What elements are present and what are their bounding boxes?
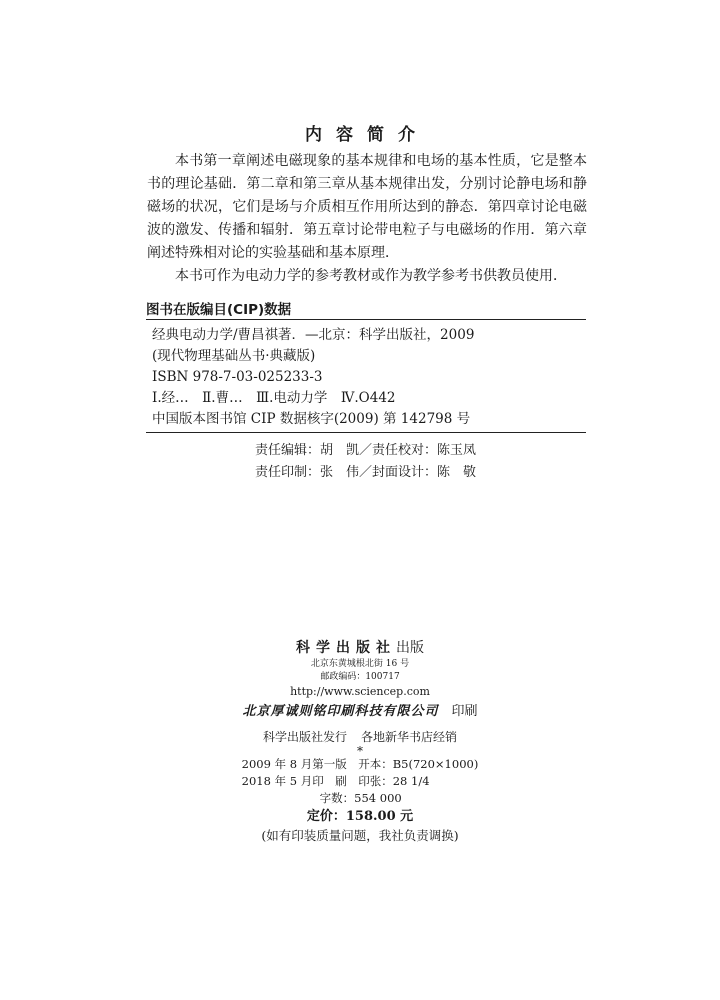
cip-line: Ⅰ.经… Ⅱ.曹… Ⅲ.电动力学 Ⅳ.O442 (152, 390, 396, 406)
word-count: 字数：554 000 (319, 791, 402, 805)
publisher-url: http://www.sciencep.com (290, 685, 430, 698)
publisher-postcode: 邮政编码：100717 (320, 672, 400, 682)
credits (255, 440, 476, 484)
cip-line: 中国版本图书馆 CIP 数据核字(2009) 第 142798 号 (152, 411, 471, 427)
star-mark: * (357, 744, 363, 758)
publisher-line (0, 638, 720, 658)
publisher-address: 北京东黄城根北街 16 号 (310, 659, 410, 669)
cip-heading: 图书在版编目(CIP)数据 (146, 302, 292, 318)
cip-line: (现代物理基础丛书·典藏版) (152, 348, 316, 364)
distributor: 科学出版社发行 (262, 730, 347, 744)
printing-line: 2018 年 5 月印 刷 印张：28 1/4 (241, 774, 430, 788)
cip-top-rule (146, 319, 586, 320)
summary-title: 内容简介 (305, 125, 429, 145)
summary-paragraph: 本书第一章阐述电磁现象的基本规律和电场的基本性质，它是整本书的理论基础．第二章和第三章从基本规律出发，分别讨论静电场和静磁场的状况，它们是场与介质相互作用所达到的静态．第四章讨论电磁波的激发、传播和辐射．第五章讨论带电粒子与电磁场的作用．第六章阐述特殊相对论的实验基础和基本原理． (147, 153, 587, 261)
price: 定价：158.00 元 (306, 809, 414, 824)
imprint (0, 638, 720, 845)
credits-line-design: 责任印制：张 伟／封面设计：陈 敬 (255, 465, 477, 480)
edition-block (242, 756, 479, 807)
printer-line (0, 702, 720, 722)
printer-name: 北京厚诚则铭印刷科技有限公司 (242, 704, 439, 719)
cip-line: ISBN 978-7-03-025233-3 (152, 369, 323, 385)
summary-body (147, 150, 587, 288)
cip-bottom-rule (146, 432, 586, 433)
publisher-suffix: 出版 (396, 640, 424, 656)
printer-suffix: 印刷 (451, 704, 478, 719)
credits-line-editors: 责任编辑：胡 凯／责任校对：陈玉凤 (255, 443, 477, 458)
cip-line: 经典电动力学/曹昌祺著．—北京：科学出版社，2009 (152, 327, 475, 343)
cip-record (152, 325, 474, 430)
edition-line: 2009 年 8 月第一版 开本：B5(720×1000) (241, 757, 479, 771)
summary-paragraph: 本书可作为电动力学的参考教材或作为教学参考书供教员使用． (175, 268, 567, 284)
retailer: 各地新华书店经销 (361, 730, 458, 744)
quality-note: (如有印装质量问题，我社负责调换) (261, 828, 459, 843)
publisher-name: 科学出版社 (296, 640, 396, 656)
